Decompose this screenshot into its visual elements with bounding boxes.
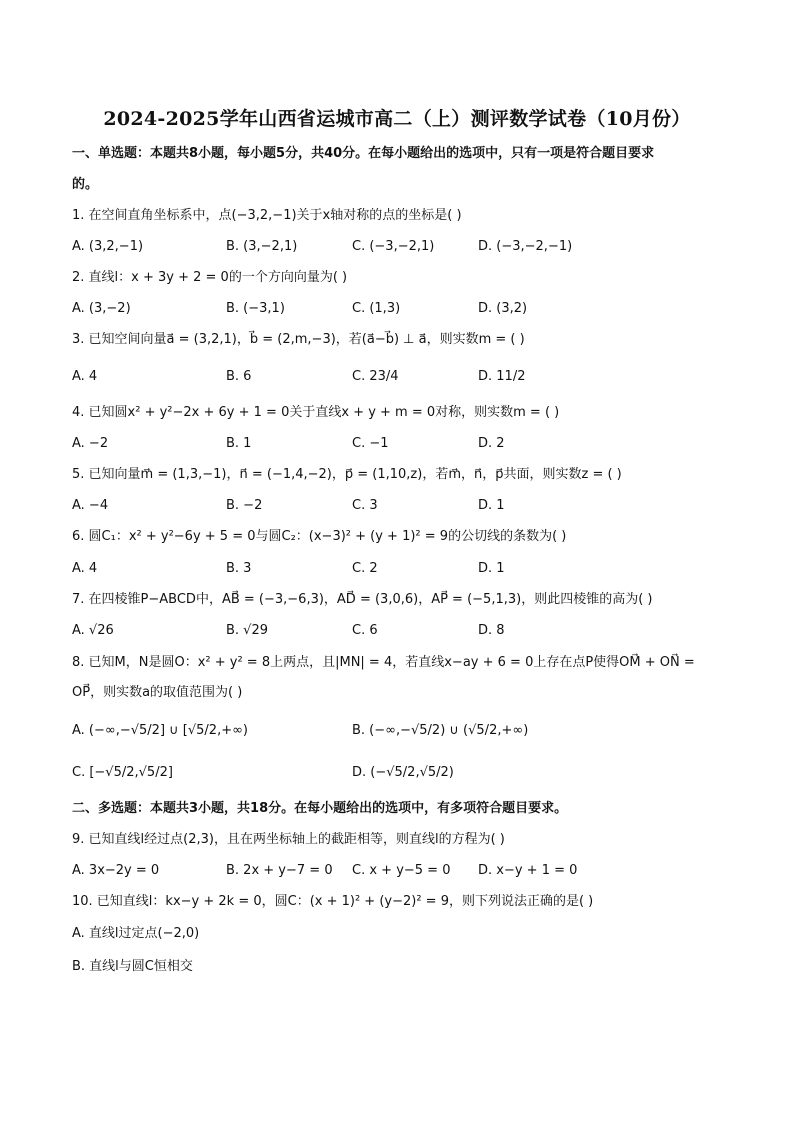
question-9-option-c: C. x + y−5 = 0: [352, 863, 451, 878]
question-10-stem: 10. 已知直线l：kx−y + 2k = 0，圆C：(x + 1)² + (y−2)² = 9，则下列说法正确的是( ): [72, 894, 594, 909]
section-2-heading: 二、多选题：本题共3小题，共18分。在每小题给出的选项中，有多项符合题目要求。: [72, 801, 568, 816]
question-6-option-a: A. 4: [72, 561, 98, 576]
question-10-option-b: B. 直线l与圆C恒相交: [72, 959, 193, 974]
question-9-option-b: B. 2x + y−7 = 0: [226, 863, 333, 878]
question-1-stem: 1. 在空间直角坐标系中，点(−3,2,−1)关于x轴对称的点的坐标是( ): [72, 208, 462, 223]
question-6-stem: 6. 圆C₁：x² + y²−6y + 5 = 0与圆C₂：(x−3)² + (y + 1)² = 9的公切线的条数为( ): [72, 529, 567, 544]
question-9-stem: 9. 已知直线l经过点(2,3)，且在两坐标轴上的截距相等，则直线l的方程为( ): [72, 832, 505, 847]
question-4-option-d: D. 2: [478, 436, 505, 451]
question-3-stem: 3. 已知空间向量a⃗ = (3,2,1)，b⃗ = (2,m,−3)，若(a⃗−b⃗) ⊥ a⃗，则实数m = ( ): [72, 332, 525, 347]
question-6-option-c: C. 2: [352, 561, 378, 576]
question-4-option-a: A. −2: [72, 436, 109, 451]
question-8-stem-cont: OP⃗，则实数a的取值范围为( ): [72, 685, 243, 700]
section-1-heading-cont: 的。: [72, 177, 99, 192]
question-7-option-d: D. 8: [478, 623, 505, 638]
question-2-option-a: A. (3,−2): [72, 301, 131, 316]
question-3-option-b: B. 6: [226, 369, 252, 384]
question-7-option-a: A. √26: [72, 623, 114, 638]
question-2-option-d: D. (3,2): [478, 301, 528, 316]
question-5-option-d: D. 1: [478, 498, 505, 513]
question-3-option-c: C. 23/4: [352, 369, 399, 384]
question-8-option-a: A. (−∞,−√5/2] ∪ [√5/2,+∞): [72, 723, 249, 738]
question-6-option-b: B. 3: [226, 561, 252, 576]
section-1-heading: 一、单选题：本题共8小题，每小题5分，共40分。在每小题给出的选项中，只有一项是符合题目要求: [72, 146, 655, 161]
question-9-option-a: A. 3x−2y = 0: [72, 863, 160, 878]
question-2-option-c: C. (1,3): [352, 301, 401, 316]
question-7-stem: 7. 在四棱锥P−ABCD中，AB⃗ = (−3,−6,3)，AD⃗ = (3,0,6)，AP⃗ = (−5,1,3)，则此四棱锥的高为( ): [72, 592, 653, 607]
question-2-option-b: B. (−3,1): [226, 301, 285, 316]
question-8-stem: 8. 已知M，N是圆O：x² + y² = 8上两点，且|MN| = 4，若直线x−ay + 6 = 0上存在点P使得OM⃗ + ON⃗ =: [72, 655, 695, 670]
question-5-option-b: B. −2: [226, 498, 263, 513]
page-title: 2024-2025学年山西省运城市高二（上）测评数学试卷（10月份）: [103, 108, 691, 130]
question-3-option-a: A. 4: [72, 369, 98, 384]
question-4-stem: 4. 已知圆x² + y²−2x + 6y + 1 = 0关于直线x + y + m = 0对称，则实数m = ( ): [72, 405, 560, 420]
question-7-option-c: C. 6: [352, 623, 378, 638]
question-5-option-a: A. −4: [72, 498, 109, 513]
question-1-option-c: C. (−3,−2,1): [352, 239, 435, 254]
question-6-option-d: D. 1: [478, 561, 505, 576]
question-9-option-d: D. x−y + 1 = 0: [478, 863, 578, 878]
question-3-option-d: D. 11/2: [478, 369, 526, 384]
question-8-option-c: C. [−√5/2,√5/2]: [72, 765, 173, 780]
question-5-stem: 5. 已知向量m⃗ = (1,3,−1)，n⃗ = (−1,4,−2)，p⃗ = (1,10,z)，若m⃗，n⃗，p⃗共面，则实数z = ( ): [72, 467, 622, 482]
question-8-option-d: D. (−√5/2,√5/2): [352, 765, 454, 780]
question-8-option-b: B. (−∞,−√5/2) ∪ (√5/2,+∞): [352, 723, 529, 738]
question-1-option-a: A. (3,2,−1): [72, 239, 144, 254]
question-10-option-a: A. 直线l过定点(−2,0): [72, 926, 200, 941]
question-5-option-c: C. 3: [352, 498, 378, 513]
question-2-stem: 2. 直线l：x + 3y + 2 = 0的一个方向向量为( ): [72, 270, 348, 285]
question-1-option-b: B. (3,−2,1): [226, 239, 298, 254]
question-4-option-b: B. 1: [226, 436, 252, 451]
question-4-option-c: C. −1: [352, 436, 389, 451]
question-1-option-d: D. (−3,−2,−1): [478, 239, 573, 254]
question-7-option-b: B. √29: [226, 623, 269, 638]
